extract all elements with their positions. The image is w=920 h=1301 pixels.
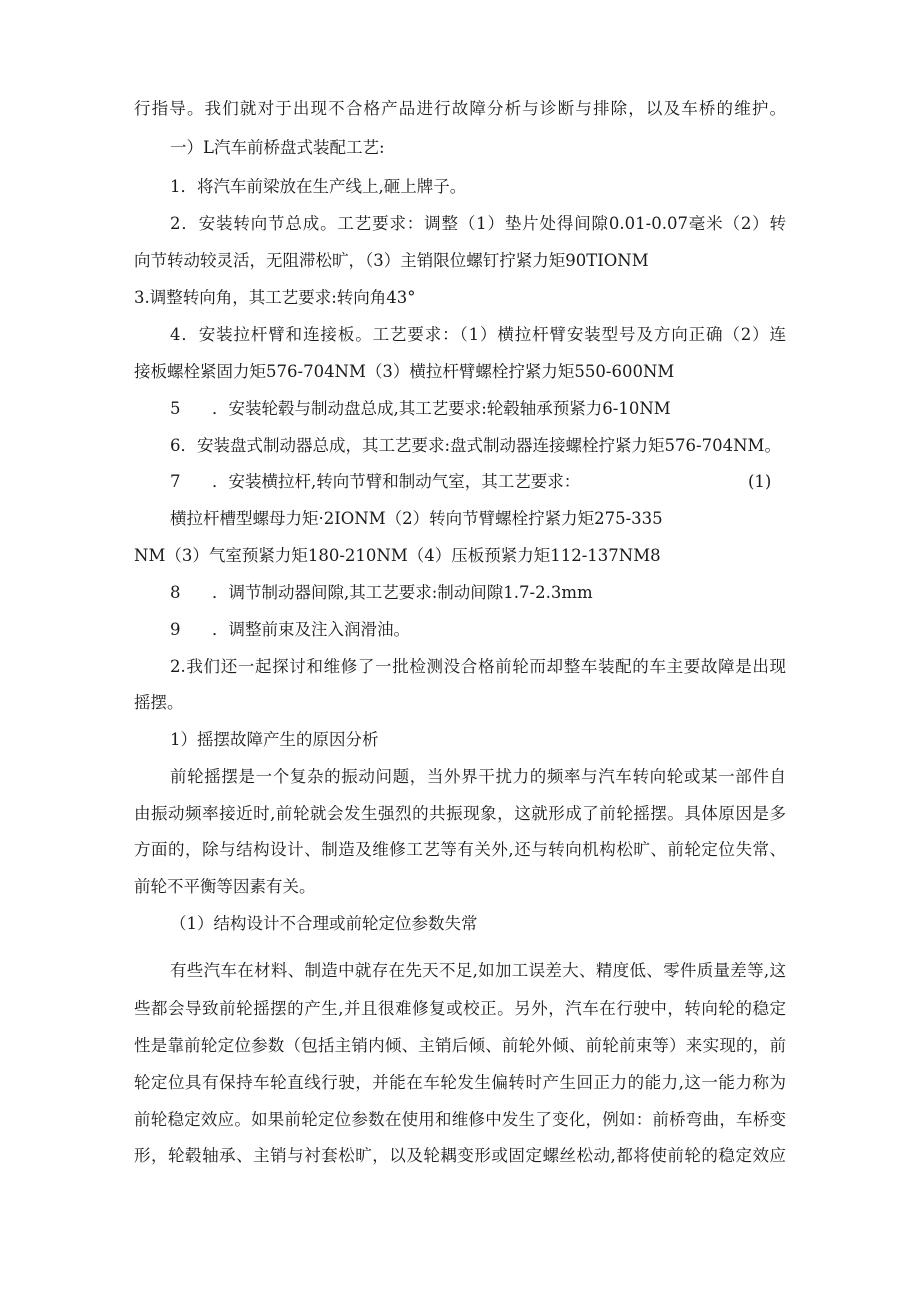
paragraph-line: 些都会导致前轮摇摆的产生,并且很难修复或校正。另外，汽车在行驶中，转向轮的稳定 <box>134 999 786 1018</box>
paragraph-line: 性是靠前轮定位参数（包括主销内倾、主销后倾、前轮外倾、前轮前束等）来实现的，前 <box>134 1036 786 1055</box>
section-2-line-cont: 摇摆。 <box>134 693 184 712</box>
list-text: ．调整前束及注入润滑油。 <box>212 620 410 639</box>
list-text: ．安装横拉杆,转向节臂和制动气室，其工艺要求： <box>212 472 581 491</box>
list-item-2: 2．安装转向节总成。工艺要求：调整（1）垫片处得间隙0.01-0.07毫米（2）转 <box>170 214 786 233</box>
paragraph-line: 前轮不平衡等因素有关。 <box>134 877 316 896</box>
paragraph-line: 由振动频率接近时,前轮就会发生强烈的共振现象，这就形成了前轮摇摆。具体原因是多 <box>134 804 786 823</box>
paragraph-line: 前轮稳定效应。如果前轮定位参数在使用和维修中发生了变化，例如：前桥弯曲，车桥变 <box>134 1110 786 1129</box>
paragraph-line: 有些汽车在材料、制造中就存在先天不足,如加工误差大、精度低、零件质量差等,这 <box>170 961 786 980</box>
list-item-9 <box>170 619 410 641</box>
subsection-heading: 1）摇摆故障产生的原因分析 <box>170 730 379 749</box>
list-item-6: 6．安装盘式制动器总成，其工艺要求:盘式制动器连接螺栓拧紧力矩576-704NM。 <box>170 436 781 455</box>
list-text: ．安装轮毂与制动盘总成,其工艺要求:轮毂轴承预紧力6-10NM <box>212 399 671 418</box>
subsection-heading: （1）结构设计不合理或前轮定位参数失常 <box>170 914 478 933</box>
list-item-2-cont: 向节转动较灵活，无阻滞松旷，（3）主销限位螺钉拧紧力矩90TIONM <box>134 251 649 270</box>
list-item-4-cont: 接板螺栓紧固力矩576-704NM（3）横拉杆臂螺栓拧紧力矩550-600NM <box>134 362 675 381</box>
text-line: 行指导。我们就对于出现不合格产品进行故障分析与诊断与排除，以及车桥的维护。 <box>134 99 786 118</box>
list-item-5 <box>170 398 671 420</box>
paragraph-line: 轮定位具有保持车轮直线行驶，并能在车轮发生偏转时产生回正力的能力,这一能力称为 <box>134 1073 786 1092</box>
paragraph-line: 前轮摇摆是一个复杂的振动问题，当外界干扰力的频率与汽车转向轮或某一部件自 <box>170 767 786 786</box>
list-item-1: 1．将汽车前梁放在生产线上,砸上牌子。 <box>170 177 467 196</box>
list-number: 5 <box>170 399 181 418</box>
list-item-7-cont2: NM（3）气室预紧力矩180-210NM（4）压板预紧力矩112-137NM8 <box>134 546 661 565</box>
list-item-4: 4．安装拉杆臂和连接板。工艺要求：（1）横拉杆臂安装型号及方向正确（2）连 <box>170 325 786 344</box>
list-item-8 <box>170 582 593 604</box>
list-number: 9 <box>170 620 181 639</box>
paragraph-line: 方面的，除与结构设计、制造及维修工艺等有关外,还与转向机构松旷、前轮定位失常、 <box>134 840 786 859</box>
list-item-7-cont: 横拉杆槽型螺母力矩·2IONM（2）转向节臂螺栓拧紧力矩275-335 <box>170 509 663 528</box>
list-text: ．调节制动器间隙,其工艺要求:制动间隙1.7-2.3mm <box>212 583 593 602</box>
paragraph-line: 形，轮毂轴承、主销与衬套松旷，以及轮耦变形或固定螺丝松动,都将使前轮的稳定效应 <box>134 1146 786 1165</box>
section-heading: 一）L汽车前桥盘式装配工艺: <box>170 138 385 157</box>
list-number: 7 <box>170 472 181 491</box>
list-number: 8 <box>170 583 181 602</box>
section-2-line: 2.我们还一起探讨和维修了一批检测没合格前轮而却整车装配的车主要故障是出现 <box>170 657 786 676</box>
list-item-7-tail: (1) <box>748 472 772 491</box>
list-item-7 <box>170 471 580 493</box>
list-item-3: 3.调整转向角，其工艺要求:转向角43° <box>134 288 416 307</box>
